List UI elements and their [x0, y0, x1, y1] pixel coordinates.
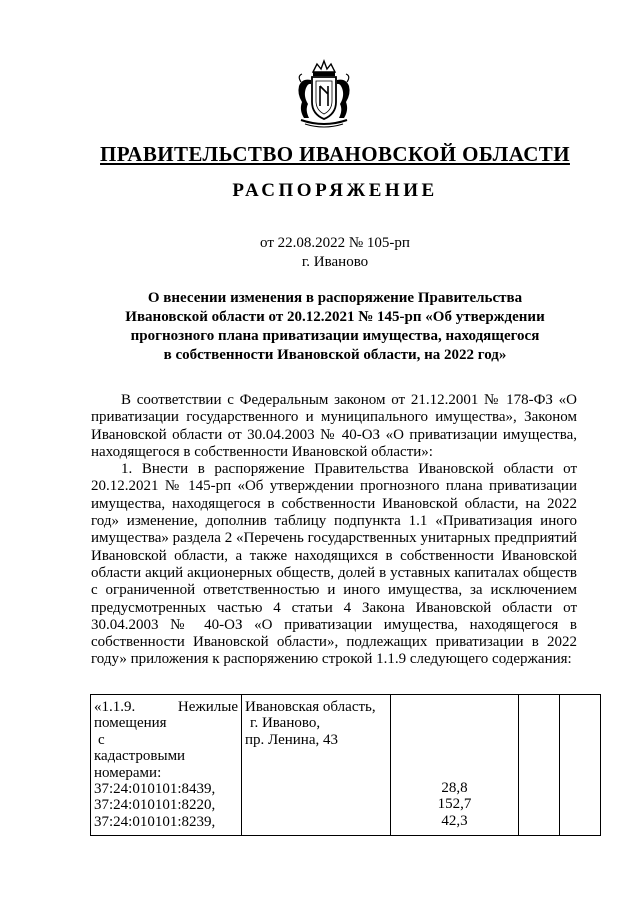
document-body [91, 392, 577, 669]
document-title [100, 289, 570, 365]
document-date-number: от 22.08.2022 № 105-рп [260, 235, 410, 251]
coat-of-arms-icon [293, 58, 355, 130]
area-cell [391, 695, 519, 836]
title-line: О внесении изменения в распоряжение Правительства [147, 290, 523, 306]
organization-name: ПРАВИТЕЛЬСТВО ИВАНОВСКОЙ ОБЛАСТИ [100, 142, 570, 166]
object-label: помещения [94, 715, 167, 732]
document-city: г. Иваново [301, 254, 369, 270]
title-line: прогнозного плана приватизации имущества, находящегося [130, 328, 540, 344]
document-type: РАСПОРЯЖЕНИЕ [232, 180, 438, 201]
object-label: с [98, 731, 105, 748]
title-line: в собственности Ивановской области, на 2022 год» [163, 347, 507, 363]
cadastral-number: 37:24:010101:8220, [94, 797, 216, 814]
address-line: Ивановская область, [245, 699, 376, 715]
empty-cell [560, 695, 601, 836]
object-label: кадастровыми [94, 748, 186, 765]
address-cell [242, 695, 391, 836]
cadastral-number: 37:24:010101:8439, [94, 781, 216, 798]
area-value: 42,3 [441, 812, 468, 829]
body-paragraph: 1. Внести в распоряжение Правительства Ивановской области от 20.12.2021 № 145-рп «Об утверждении прогнозного плана приватизации имущества, находящегося в собственности Ивановской области, на 2022 год» изменение, дополнив таблицу подпункта 1.1 «Приватизация иного имущества» раздела 2 «Перечень государственных унитарных предприятий Ивановской области, а также находящихся в собственности Ивановской области акций акционерных обществ, долей в уставных капиталах обществ с ограниченной ответственностью и иного имущества, за исключением предусмотренных частью 4 статьи 4 Закона Ивановской области от 30.04.2003 № 40-ОЗ «О приватизации имущества, находящегося в собственности Ивановской области», подлежащих приватизации в 2022 году» приложения к распоряжению строкой 1.1.9 следующего содержания: [91, 461, 577, 668]
amendment-table [90, 694, 601, 836]
object-description-cell [91, 695, 242, 836]
area-value: 152,7 [437, 796, 472, 813]
row-number: «1.1.9. [94, 699, 136, 715]
address-line: пр. Ленина, 43 [245, 731, 338, 748]
title-line: Ивановской области от 20.12.2021 № 145-рп «Об утверждении [125, 309, 545, 325]
cadastral-number: 37:24:010101:8239, [94, 813, 216, 830]
object-label: Нежилые [177, 699, 238, 715]
table-row [91, 695, 601, 836]
body-paragraph: В соответствии с Федеральным законом от 21.12.2001 № 178-ФЗ «О приватизации государственного и муниципального имущества», Законом Ивановской области от 30.04.2003 № 40-ОЗ «О приватизации имущества, находящегося в собственности Ивановской области»: [91, 392, 577, 460]
address-line: г. Иваново, [250, 715, 321, 732]
object-label: номерами: [94, 764, 162, 781]
empty-cell [519, 695, 560, 836]
area-value: 28,8 [441, 780, 468, 796]
